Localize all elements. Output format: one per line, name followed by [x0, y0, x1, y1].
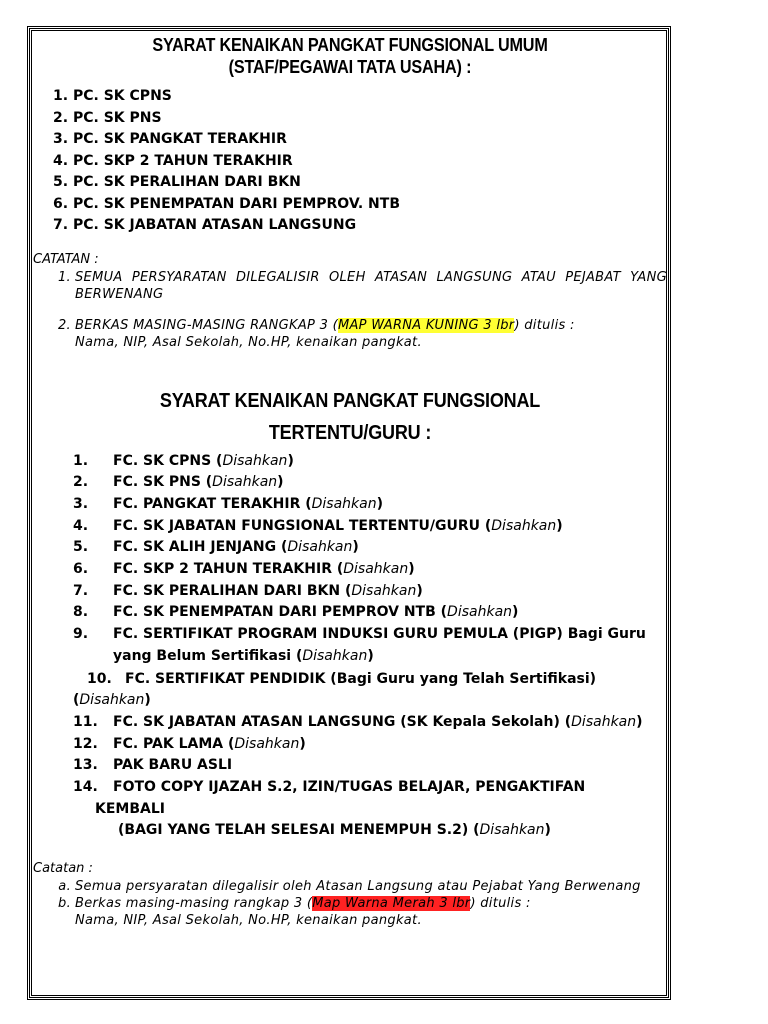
- note-item: 1. SEMUA PERSYARATAN DILEGALISIR OLEH ATASAN LANGSUNG ATAU PEJABAT YANG BERWENANG: [57, 269, 667, 302]
- section2-title: [65, 385, 636, 449]
- section1-title-line2: (STAF/PEGAWAI TATA USAHA) :: [228, 57, 472, 77]
- section1-title-line1: SYARAT KENAIKAN PANGKAT FUNGSIONAL UMUM: [152, 35, 548, 55]
- highlight-red: Map Warna Merah 3 lbr: [312, 896, 471, 912]
- list-item: 5. FC. SK ALIH JENJANG (Disahkan): [73, 539, 359, 556]
- list-item: 1. PC. SK CPNS: [53, 88, 172, 104]
- section1-list: [33, 86, 667, 237]
- list-item: 1. FC. SK CPNS (Disahkan): [73, 452, 294, 469]
- list-item: 10. FC. SERTIFIKAT PENDIDIK (Bagi Guru yang Telah Sertifikasi) (Disahkan): [73, 670, 597, 709]
- section1-title: [65, 34, 636, 78]
- highlight-yellow: MAP WARNA KUNING 3 lbr: [337, 317, 515, 333]
- list-item: 4. PC. SKP 2 TAHUN TERAKHIR: [53, 152, 293, 169]
- section2-list: [33, 451, 667, 843]
- section2-notes: [33, 878, 667, 929]
- document-body: [33, 30, 667, 929]
- list-item: 11. FC. SK JABATAN ATASAN LANGSUNG (SK Kepala Sekolah) (Disahkan): [73, 713, 643, 730]
- list-item: 7. FC. SK PERALIHAN DARI BKN (Disahkan): [73, 582, 423, 599]
- list-item: 2. FC. SK PNS (Disahkan): [73, 474, 284, 491]
- list-item: 8. FC. SK PENEMPATAN DARI PEMPROV NTB (Disahkan): [73, 604, 519, 621]
- list-item: 6. PC. SK PENEMPATAN DARI PEMPROV. NTB: [53, 195, 400, 212]
- list-item: 12. FC. PAK LAMA (Disahkan): [73, 735, 306, 752]
- note-item: a. Semua persyaratan dilegalisir oleh Atasan Langsung atau Pejabat Yang Berwenang: [58, 879, 641, 895]
- list-item: 14. FOTO COPY IJAZAH S.2, IZIN/TUGAS BELAJAR, PENGAKTIFAN KEMBALI (BAGI YANG TELAH SELESAI MENEMPUH S.2) (Disahkan): [73, 779, 586, 839]
- list-item: 3. FC. PANGKAT TERAKHIR (Disahkan): [73, 495, 384, 512]
- list-item: 9. FC. SERTIFIKAT PROGRAM INDUKSI GURU PEMULA (PIGP) Bagi Guru yang Belum Sertifikasi (Disahkan): [73, 626, 646, 664]
- section2-title-line1: SYARAT KENAIKAN PANGKAT FUNGSIONAL: [159, 389, 541, 412]
- section2-note-title: Catatan :: [33, 861, 93, 877]
- list-item: 6. FC. SKP 2 TAHUN TERAKHIR (Disahkan): [73, 561, 415, 578]
- list-item: 7. PC. SK JABATAN ATASAN LANGSUNG: [53, 217, 357, 233]
- note-item: 2. BERKAS MASING-MASING RANGKAP 3 (MAP WARNA KUNING 3 lbr) ditulis : Nama, NIP, Asal Sekolah, No.HP, kenaikan pangkat.: [57, 317, 575, 350]
- section1-notes: [33, 269, 667, 351]
- section2-title-line2: TERTENTU/GURU :: [268, 421, 432, 444]
- list-item: 13. PAK BARU ASLI: [73, 757, 233, 774]
- list-item: 4. FC. SK JABATAN FUNGSIONAL TERTENTU/GURU (Disahkan): [73, 517, 563, 534]
- list-item: 2. PC. SK PNS: [53, 109, 162, 126]
- list-item: 5. PC. SK PERALIHAN DARI BKN: [53, 174, 301, 190]
- list-item: 3. PC. SK PANGKAT TERAKHIR: [53, 131, 287, 147]
- section1-note-title: CATATAN :: [33, 251, 99, 267]
- note-item: b. Berkas masing-masing rangkap 3 (Map Warna Merah 3 lbr) ditulis : Nama, NIP, Asal Sekolah, No.HP, kenaikan pangkat.: [58, 896, 531, 929]
